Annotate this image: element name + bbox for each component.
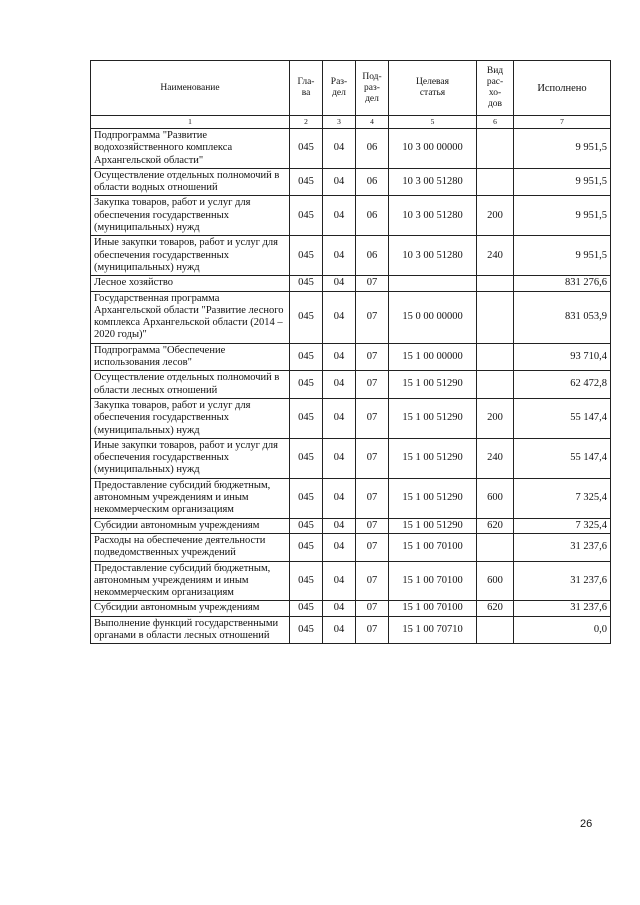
header-section: Раз- дел	[323, 61, 356, 116]
table-row	[91, 276, 611, 291]
row-subsection: 06	[356, 196, 389, 236]
column-number: 2	[290, 116, 323, 129]
table-row	[91, 343, 611, 371]
row-type	[477, 533, 514, 561]
row-chapter: 045	[290, 438, 323, 478]
row-type: 620	[477, 518, 514, 533]
row-amount: 55 147,4	[514, 398, 611, 438]
row-name: Расходы на обеспечение деятельности подведомственных учреждений	[91, 533, 290, 561]
table-row	[91, 616, 611, 644]
header-target: Целевая статья	[389, 61, 477, 116]
row-type	[477, 616, 514, 644]
row-amount: 831 276,6	[514, 276, 611, 291]
row-subsection: 07	[356, 561, 389, 601]
row-amount: 9 951,5	[514, 168, 611, 196]
row-target: 10 3 00 51280	[389, 196, 477, 236]
row-subsection: 07	[356, 601, 389, 616]
row-amount: 31 237,6	[514, 533, 611, 561]
header-expense-type: Вид рас- хо- дов	[477, 61, 514, 116]
row-chapter: 045	[290, 398, 323, 438]
row-amount: 31 237,6	[514, 561, 611, 601]
header-row	[91, 61, 611, 116]
row-type: 620	[477, 601, 514, 616]
table-row	[91, 533, 611, 561]
row-target: 15 1 00 00000	[389, 343, 477, 371]
row-amount: 31 237,6	[514, 601, 611, 616]
row-subsection: 07	[356, 276, 389, 291]
row-target: 15 1 00 51290	[389, 438, 477, 478]
row-chapter: 045	[290, 236, 323, 276]
row-chapter: 045	[290, 291, 323, 343]
row-target: 15 1 00 51290	[389, 371, 477, 399]
row-subsection: 07	[356, 518, 389, 533]
row-amount: 831 053,9	[514, 291, 611, 343]
row-type	[477, 291, 514, 343]
row-section: 04	[323, 236, 356, 276]
row-type	[477, 129, 514, 169]
row-subsection: 07	[356, 371, 389, 399]
row-name: Иные закупки товаров, работ и услуг для обеспечения государственных (муниципальных) нужд	[91, 438, 290, 478]
row-section: 04	[323, 398, 356, 438]
row-section: 04	[323, 533, 356, 561]
row-target: 15 1 00 70100	[389, 533, 477, 561]
row-chapter: 045	[290, 561, 323, 601]
row-type: 600	[477, 561, 514, 601]
header-executed: Исполнено	[514, 61, 611, 116]
row-name: Лесное хозяйство	[91, 276, 290, 291]
row-target: 10 3 00 51280	[389, 236, 477, 276]
table-row	[91, 168, 611, 196]
row-subsection: 07	[356, 291, 389, 343]
row-name: Осуществление отдельных полномочий в области водных отношений	[91, 168, 290, 196]
row-chapter: 045	[290, 196, 323, 236]
row-section: 04	[323, 276, 356, 291]
row-amount: 7 325,4	[514, 478, 611, 518]
row-type	[477, 168, 514, 196]
row-subsection: 06	[356, 236, 389, 276]
row-target: 10 3 00 51280	[389, 168, 477, 196]
row-amount: 7 325,4	[514, 518, 611, 533]
column-number: 3	[323, 116, 356, 129]
row-name: Подпрограмма "Обеспечение использования лесов"	[91, 343, 290, 371]
row-amount: 55 147,4	[514, 438, 611, 478]
row-section: 04	[323, 561, 356, 601]
table-body	[91, 129, 611, 644]
row-chapter: 045	[290, 168, 323, 196]
row-chapter: 045	[290, 533, 323, 561]
row-subsection: 06	[356, 168, 389, 196]
row-type	[477, 276, 514, 291]
row-chapter: 045	[290, 276, 323, 291]
row-type: 200	[477, 196, 514, 236]
row-amount: 0,0	[514, 616, 611, 644]
row-name: Предоставление субсидий бюджетным, автономным учреждениям и иным некоммерческим организациям	[91, 478, 290, 518]
row-subsection: 07	[356, 533, 389, 561]
row-amount: 9 951,5	[514, 196, 611, 236]
row-target: 15 1 00 51290	[389, 478, 477, 518]
table-row	[91, 438, 611, 478]
column-number: 7	[514, 116, 611, 129]
row-name: Закупка товаров, работ и услуг для обеспечения государственных (муниципальных) нужд	[91, 196, 290, 236]
row-name: Выполнение функций государственными органами в области лесных отношений	[91, 616, 290, 644]
page-number: 26	[580, 818, 593, 830]
table-row	[91, 236, 611, 276]
column-number: 1	[91, 116, 290, 129]
column-number: 4	[356, 116, 389, 129]
row-target: 15 1 00 51290	[389, 518, 477, 533]
row-amount: 62 472,8	[514, 371, 611, 399]
row-type: 200	[477, 398, 514, 438]
table-row	[91, 518, 611, 533]
row-name: Закупка товаров, работ и услуг для обеспечения государственных (муниципальных) нужд	[91, 398, 290, 438]
row-type: 600	[477, 478, 514, 518]
column-number: 5	[389, 116, 477, 129]
row-target: 15 1 00 70100	[389, 601, 477, 616]
row-subsection: 07	[356, 398, 389, 438]
table-row	[91, 291, 611, 343]
table-row	[91, 371, 611, 399]
row-chapter: 045	[290, 371, 323, 399]
row-name: Субсидии автономным учреждениям	[91, 601, 290, 616]
row-name: Субсидии автономным учреждениям	[91, 518, 290, 533]
row-section: 04	[323, 291, 356, 343]
table-row	[91, 561, 611, 601]
row-section: 04	[323, 478, 356, 518]
row-target: 10 3 00 00000	[389, 129, 477, 169]
row-chapter: 045	[290, 478, 323, 518]
row-subsection: 07	[356, 343, 389, 371]
row-target: 15 0 00 00000	[389, 291, 477, 343]
row-section: 04	[323, 438, 356, 478]
table-row	[91, 601, 611, 616]
row-section: 04	[323, 616, 356, 644]
column-number-row	[91, 116, 611, 129]
row-subsection: 07	[356, 478, 389, 518]
row-type: 240	[477, 236, 514, 276]
row-subsection: 06	[356, 129, 389, 169]
row-type	[477, 343, 514, 371]
row-section: 04	[323, 518, 356, 533]
header-chapter: Гла- ва	[290, 61, 323, 116]
row-section: 04	[323, 196, 356, 236]
row-section: 04	[323, 601, 356, 616]
column-number: 6	[477, 116, 514, 129]
budget-table	[90, 60, 611, 644]
row-name: Государственная программа Архангельской области "Развитие лесного комплекса Архангельской области (2014 – 2020 годы)"	[91, 291, 290, 343]
row-target: 15 1 00 70710	[389, 616, 477, 644]
row-name: Иные закупки товаров, работ и услуг для обеспечения государственных (муниципальных) нужд	[91, 236, 290, 276]
header-name: Наименование	[91, 61, 290, 116]
row-target	[389, 276, 477, 291]
row-section: 04	[323, 371, 356, 399]
row-name: Предоставление субсидий бюджетным, автономным учреждениям и иным некоммерческим организациям	[91, 561, 290, 601]
table-row	[91, 398, 611, 438]
row-chapter: 045	[290, 343, 323, 371]
row-chapter: 045	[290, 601, 323, 616]
row-chapter: 045	[290, 616, 323, 644]
row-amount: 93 710,4	[514, 343, 611, 371]
row-name: Осуществление отдельных полномочий в области лесных отношений	[91, 371, 290, 399]
row-chapter: 045	[290, 518, 323, 533]
row-type	[477, 371, 514, 399]
row-target: 15 1 00 51290	[389, 398, 477, 438]
row-amount: 9 951,5	[514, 129, 611, 169]
table-row	[91, 196, 611, 236]
table-row	[91, 478, 611, 518]
row-name: Подпрограмма "Развитие водохозяйственного комплекса Архангельской области"	[91, 129, 290, 169]
row-chapter: 045	[290, 129, 323, 169]
row-section: 04	[323, 168, 356, 196]
row-subsection: 07	[356, 616, 389, 644]
row-amount: 9 951,5	[514, 236, 611, 276]
row-type: 240	[477, 438, 514, 478]
row-section: 04	[323, 129, 356, 169]
row-target: 15 1 00 70100	[389, 561, 477, 601]
header-subsection: Под- раз- дел	[356, 61, 389, 116]
table-row	[91, 129, 611, 169]
row-section: 04	[323, 343, 356, 371]
row-subsection: 07	[356, 438, 389, 478]
